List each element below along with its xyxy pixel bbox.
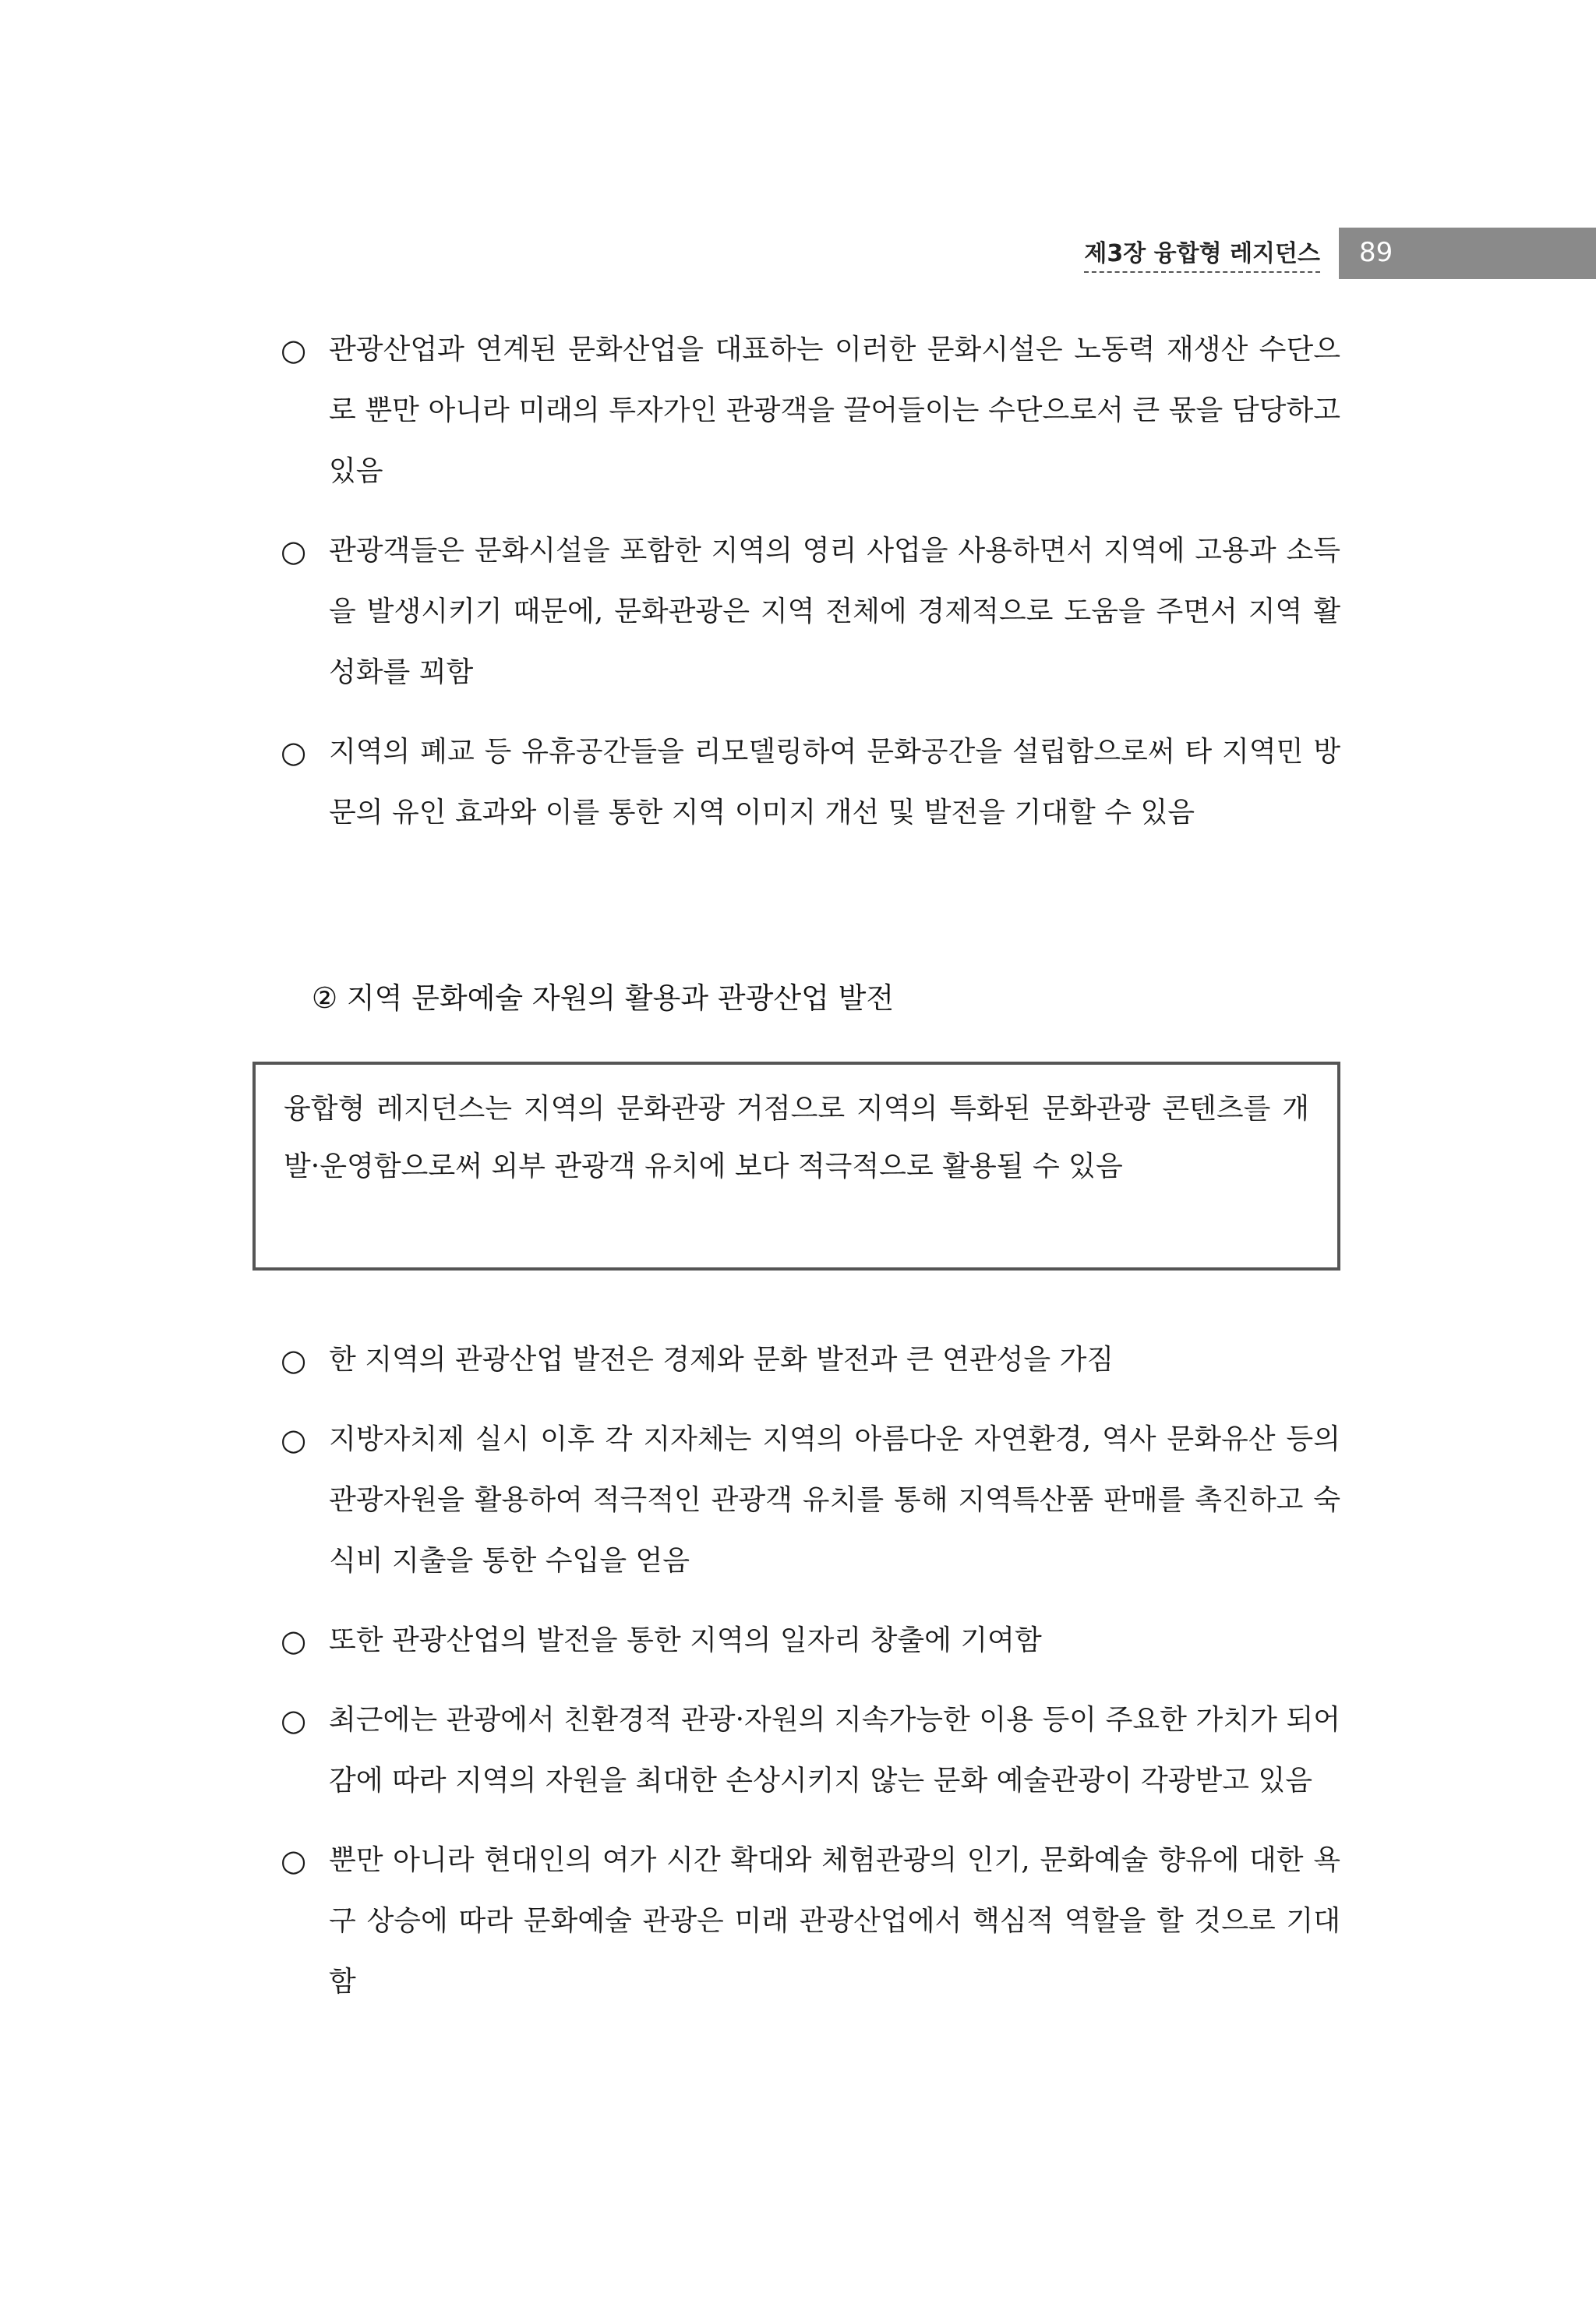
bullet-item: [281, 1830, 1340, 2013]
bullet-item: [281, 1409, 1340, 1592]
circle-bullet-icon: ○: [281, 1703, 307, 1737]
page-header: [0, 0, 1596, 288]
bullet-section-1: [281, 320, 1340, 862]
circle-bullet-icon: ○: [281, 1624, 307, 1658]
bullet-text: 지방자치제 실시 이후 각 지자체는 지역의 아름다운 자연환경, 역사 문화유산 등의 관광자원을 활용하여 적극적인 관광객 유치를 통해 지역특산품 판매를 촉진하고 숙식비 지출을 통한 수입을 얻음: [329, 1423, 1340, 1577]
circle-bullet-icon: ○: [281, 534, 307, 568]
bullet-text: 관광산업과 연계된 문화산업을 대표하는 이러한 문화시설은 노동력 재생산 수단으로 뿐만 아니라 미래의 투자가인 관광객을 끌어들이는 수단으로서 큰 몫을 담당하고 있음: [329, 334, 1340, 487]
page-number-tab: [1339, 228, 1596, 279]
bullet-text: 관광객들은 문화시설을 포함한 지역의 영리 사업을 사용하면서 지역에 고용과 소득을 발생시키기 때문에, 문화관광은 지역 전체에 경제적으로 도움을 주면서 지역 활성화를 꾀함: [329, 535, 1340, 688]
bullet-item: [281, 521, 1340, 703]
circle-bullet-icon: ○: [281, 333, 307, 367]
bullet-item: [281, 320, 1340, 502]
summary-text: 융합형 레지던스는 지역의 문화관광 거점으로 지역의 특화된 문화관광 콘텐츠를 개발·운영함으로써 외부 관광객 유치에 보다 적극적으로 활용될 수 있음: [284, 1093, 1309, 1182]
bullet-text: 지역의 폐교 등 유휴공간들을 리모델링하여 문화공간을 설립함으로써 타 지역민 방문의 유인 효과와 이를 통한 지역 이미지 개선 및 발전을 기대할 수 있음: [329, 736, 1340, 829]
circle-bullet-icon: ○: [281, 1843, 307, 1878]
bullet-item: [281, 1610, 1340, 1671]
subsection-heading: ② 지역 문화예술 자원의 활용과 관광산업 발전: [312, 981, 895, 1015]
bullet-item: [281, 1330, 1340, 1391]
bullet-item: [281, 722, 1340, 843]
bullet-text: 최근에는 관광에서 친환경적 관광·자원의 지속가능한 이용 등이 주요한 가치가 되어감에 따라 지역의 자원을 최대한 손상시키지 않는 문화 예술관광이 각광받고 있음: [329, 1704, 1340, 1797]
bullet-text: 뿐만 아니라 현대인의 여가 시간 확대와 체험관광의 인기, 문화예술 향유에 대한 욕구 상승에 따라 문화예술 관광은 미래 관광산업에서 핵심적 역할을 할 것으로 기대함: [329, 1844, 1340, 1998]
bullet-section-2: [281, 1330, 1340, 2031]
page-number: 89: [1359, 237, 1393, 268]
chapter-title: 제3장 융합형 레지던스: [1084, 234, 1320, 273]
circle-bullet-icon: ○: [281, 1343, 307, 1377]
summary-box: [252, 1062, 1340, 1271]
circle-bullet-icon: ○: [281, 1423, 307, 1457]
bullet-item: [281, 1690, 1340, 1811]
bullet-text: 또한 관광산업의 발전을 통한 지역의 일자리 창출에 기여함: [329, 1624, 1042, 1656]
bullet-text: 한 지역의 관광산업 발전은 경제와 문화 발전과 큰 연관성을 가짐: [329, 1344, 1114, 1376]
circle-bullet-icon: ○: [281, 735, 307, 769]
